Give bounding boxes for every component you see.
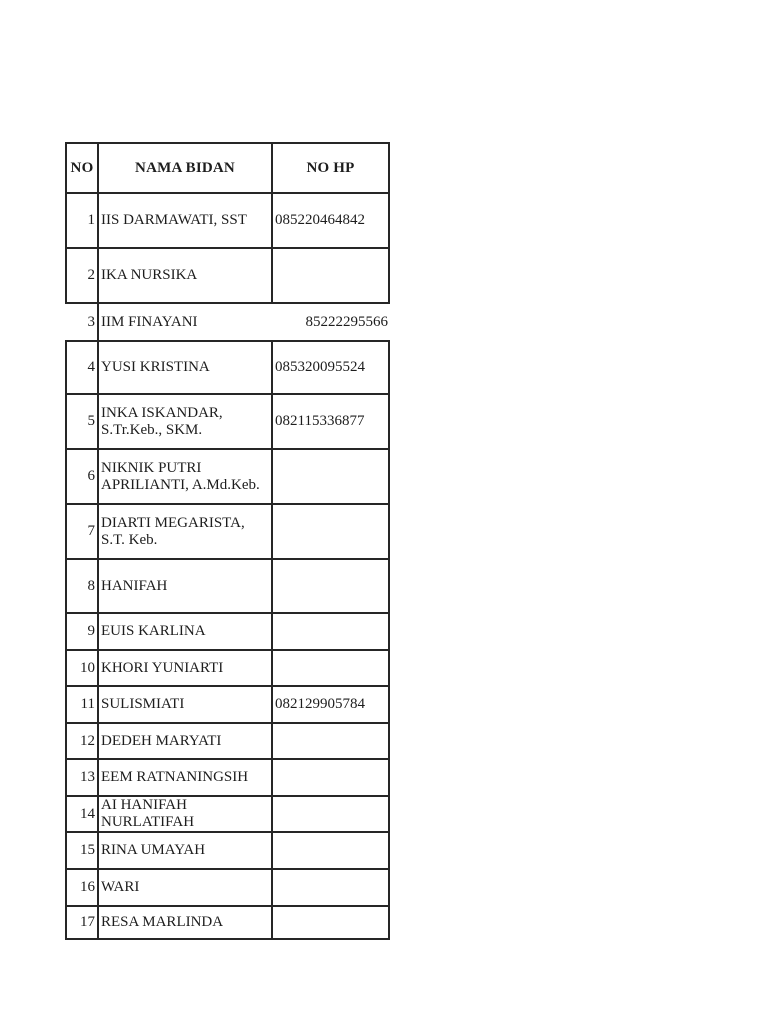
- phone-cell: [272, 832, 389, 869]
- row-number-cell: 4: [66, 341, 98, 394]
- bidan-name-cell: IKA NURSIKA: [98, 248, 272, 303]
- bidan-name-cell: DEDEH MARYATI: [98, 723, 272, 759]
- bidan-name-cell: SULISMIATI: [98, 686, 272, 723]
- bidan-name-cell: NIKNIK PUTRI APRILIANTI, A.Md.Keb.: [98, 449, 272, 504]
- phone-cell: [272, 906, 389, 939]
- bidan-name-cell: YUSI KRISTINA: [98, 341, 272, 394]
- table-row: [66, 303, 389, 341]
- phone-cell: 082129905784: [272, 686, 389, 723]
- table-row: [66, 504, 389, 559]
- row-number-cell: 14: [66, 796, 98, 832]
- bidan-name-cell: RINA UMAYAH: [98, 832, 272, 869]
- bidan-name-cell: RESA MARLINDA: [98, 906, 272, 939]
- bidan-name-cell: AI HANIFAH NURLATIFAH: [98, 796, 272, 832]
- row-number-cell: 1: [66, 193, 98, 248]
- bidan-name-cell: EUIS KARLINA: [98, 613, 272, 650]
- row-number-cell: 10: [66, 650, 98, 686]
- table-header-row: [66, 143, 389, 193]
- table-row: [66, 869, 389, 906]
- table-row: [66, 341, 389, 394]
- row-number-cell: 8: [66, 559, 98, 613]
- phone-cell: 082115336877: [272, 394, 389, 449]
- row-number-cell: 11: [66, 686, 98, 723]
- phone-cell: [272, 650, 389, 686]
- table-row: [66, 759, 389, 796]
- row-number-cell: 9: [66, 613, 98, 650]
- row-number-cell: 2: [66, 248, 98, 303]
- table-row: [66, 796, 389, 832]
- bidan-name-cell: KHORI YUNIARTI: [98, 650, 272, 686]
- bidan-name-cell: INKA ISKANDAR, S.Tr.Keb., SKM.: [98, 394, 272, 449]
- phone-cell: [272, 796, 389, 832]
- bidan-name-cell: HANIFAH: [98, 559, 272, 613]
- phone-cell: [272, 449, 389, 504]
- bidan-name-cell: EEM RATNANINGSIH: [98, 759, 272, 796]
- row-number-cell: 12: [66, 723, 98, 759]
- table-row: [66, 559, 389, 613]
- phone-cell: 085320095524: [272, 341, 389, 394]
- table-row: [66, 449, 389, 504]
- phone-cell: [272, 504, 389, 559]
- table-row: [66, 394, 389, 449]
- table-row: [66, 832, 389, 869]
- bidan-name-cell: IIS DARMAWATI, SST: [98, 193, 272, 248]
- table-row: [66, 723, 389, 759]
- table-row: [66, 906, 389, 939]
- phone-cell: [272, 759, 389, 796]
- row-number-cell: 3: [66, 303, 98, 341]
- bidan-name-cell: DIARTI MEGARISTA, S.T. Keb.: [98, 504, 272, 559]
- row-number-cell: 17: [66, 906, 98, 939]
- merged-name-phone-cell: [98, 303, 389, 341]
- row-number-cell: 6: [66, 449, 98, 504]
- table-row: [66, 248, 389, 303]
- bidan-name: IIM FINAYANI: [101, 313, 198, 330]
- table-row: [66, 193, 389, 248]
- table-row: [66, 650, 389, 686]
- row-number-cell: 16: [66, 869, 98, 906]
- row-number-cell: 7: [66, 504, 98, 559]
- row-number-cell: 13: [66, 759, 98, 796]
- table-row: [66, 686, 389, 723]
- phone-cell: [272, 559, 389, 613]
- row-number-cell: 5: [66, 394, 98, 449]
- column-header-name: NAMA BIDAN: [98, 143, 272, 193]
- table-body: [66, 193, 389, 939]
- row-number-cell: 15: [66, 832, 98, 869]
- column-header-hp: NO HP: [272, 143, 389, 193]
- bidan-name-cell: WARI: [98, 869, 272, 906]
- phone-cell: [272, 723, 389, 759]
- phone-cell: [272, 248, 389, 303]
- phone-cell: 085220464842: [272, 193, 389, 248]
- phone-number: 85222295566: [305, 313, 388, 330]
- bidan-phone-table: [65, 142, 390, 940]
- column-header-no: NO: [66, 143, 98, 193]
- table-row: [66, 613, 389, 650]
- phone-cell: [272, 613, 389, 650]
- phone-cell: [272, 869, 389, 906]
